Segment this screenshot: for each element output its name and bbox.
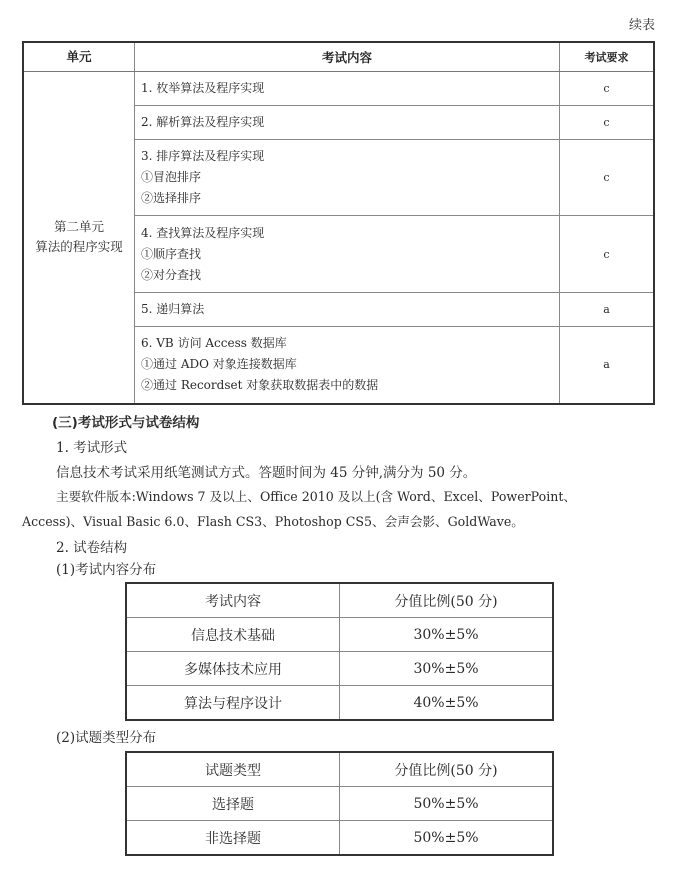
header-requirement: 考试要求 [560, 42, 655, 72]
requirement-cell: a [560, 327, 655, 404]
table-header-row [23, 42, 654, 72]
content-cell [135, 327, 560, 404]
content-line: 5. 递归算法 [141, 302, 205, 316]
content-line: ②对分查找 [141, 267, 202, 282]
content-line: 4. 查找算法及程序实现 [141, 225, 265, 240]
table-row [126, 821, 553, 856]
continued-table-label: 续表 [628, 18, 655, 33]
content-line: ①冒泡排序 [141, 170, 202, 184]
content-cell [135, 106, 560, 140]
content-cell [135, 140, 560, 216]
table-header-row [126, 583, 553, 618]
table-row [126, 787, 553, 821]
requirement-cell: c [560, 72, 655, 106]
question-type-table [125, 751, 554, 856]
table-header-row [126, 752, 553, 787]
score-ratio: 30%±5% [340, 618, 554, 652]
subheading-paper-structure: 2. 试卷结构 [56, 540, 128, 556]
content-line: ②选择排序 [141, 191, 202, 205]
software-paragraph-line2: Access)、Visual Basic 6.0、Flash CS3、Photoshop CS5、会声会影、GoldWave。 [22, 514, 524, 529]
requirement-cell: c [560, 216, 655, 293]
content-line: 1. 枚举算法及程序实现 [141, 81, 265, 95]
subheading-exam-form: 1. 考试形式 [56, 440, 128, 456]
table-row [126, 686, 553, 721]
table-row [23, 72, 654, 106]
content-line: ①通过 ADO 对象连接数据库 [141, 357, 297, 372]
section-heading: (三)考试形式与试卷结构 [52, 415, 200, 431]
score-ratio: 50%±5% [340, 821, 554, 856]
software-paragraph-line1: 主要软件版本:Windows 7 及以上、Office 2010 及以上(含 Word、Excel、PowerPoint、 [56, 489, 577, 504]
header-question-type: 试题类型 [126, 752, 340, 787]
requirement-cell: a [560, 293, 655, 327]
unit-number: 第二单元 [53, 219, 104, 235]
content-line: ①顺序查找 [141, 246, 202, 261]
header-score-ratio: 分值比例(50 分) [340, 583, 554, 618]
header-content: 考试内容 [135, 42, 560, 72]
unit-content-table [22, 41, 655, 405]
question-type: 非选择题 [126, 821, 340, 856]
exam-form-paragraph: 信息技术考试采用纸笔测试方式。答题时间为 45 分钟,满分为 50 分。 [56, 465, 477, 481]
content-name: 信息技术基础 [126, 618, 340, 652]
header-unit: 单元 [23, 42, 135, 72]
unit-title: 算法的程序实现 [35, 239, 123, 255]
score-ratio: 30%±5% [340, 652, 554, 686]
header-score-ratio: 分值比例(50 分) [340, 752, 554, 787]
content-distribution-table [125, 582, 554, 721]
content-name: 多媒体技术应用 [126, 652, 340, 686]
subheading-type-distribution: (2)试题类型分布 [56, 730, 157, 746]
requirement-cell: c [560, 106, 655, 140]
unit-name-cell [23, 72, 135, 404]
table-row [126, 652, 553, 686]
content-line: 6. VB 访问 Access 数据库 [141, 336, 287, 351]
content-line: ②通过 Recordset 对象获取数据表中的数据 [141, 378, 379, 393]
subheading-content-distribution: (1)考试内容分布 [56, 562, 157, 578]
content-line: 2. 解析算法及程序实现 [141, 115, 265, 129]
score-ratio: 40%±5% [340, 686, 554, 721]
header-content: 考试内容 [126, 583, 340, 618]
requirement-cell: c [560, 140, 655, 216]
content-cell [135, 216, 560, 293]
content-name: 算法与程序设计 [126, 686, 340, 721]
content-cell [135, 293, 560, 327]
content-line: 3. 排序算法及程序实现 [141, 149, 265, 163]
content-cell [135, 72, 560, 106]
table-row [126, 618, 553, 652]
score-ratio: 50%±5% [340, 787, 554, 821]
question-type: 选择题 [126, 787, 340, 821]
